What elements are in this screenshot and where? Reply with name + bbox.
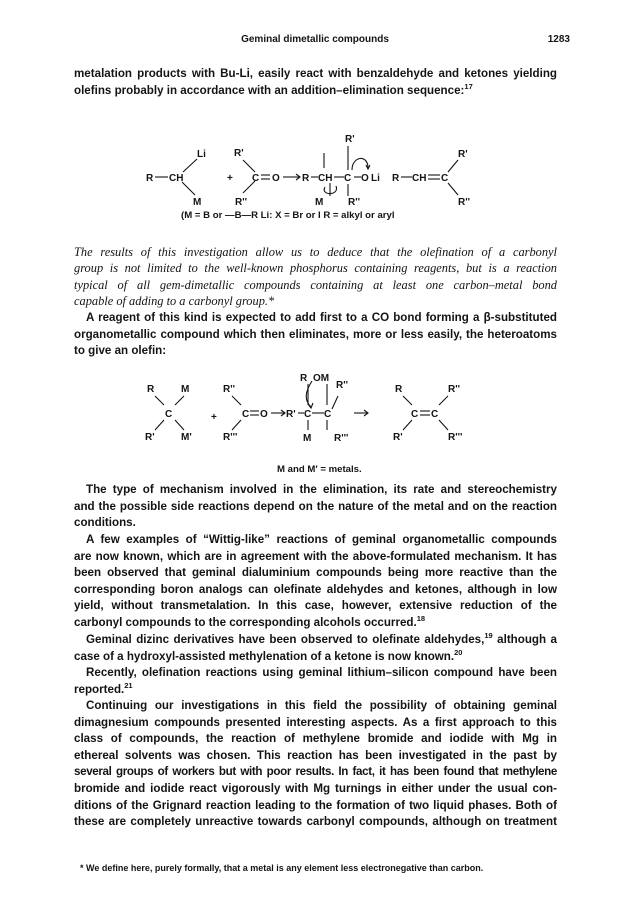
svg-text:CH: CH	[412, 173, 427, 184]
svg-text:CH: CH	[318, 173, 333, 184]
svg-text:C: C	[441, 173, 449, 184]
text-line: Recently, olefination reactions using geminal lithium–silicon compound have been	[86, 666, 557, 679]
text-line: capable of adding to a carbonyl group.*	[74, 294, 275, 309]
text-line: group is not limited to the well-known phosphorus containing reagents, but is a reaction	[74, 261, 557, 276]
svg-text:O: O	[272, 173, 280, 184]
reference-superscript: 18	[416, 614, 426, 624]
svg-text:+: +	[211, 412, 217, 423]
svg-text:R: R	[146, 173, 154, 184]
text-line: The type of mechanism involved in the elimination, its rate and stereochemistry	[86, 483, 557, 496]
svg-text:C: C	[431, 409, 439, 420]
svg-text:OM: OM	[313, 373, 330, 384]
scheme-1-caption: (M = B or —B—R Li: X = Br or I R = alkyl or aryl	[181, 210, 395, 221]
recent-paragraph	[74, 665, 557, 698]
svg-text:R': R'	[345, 134, 355, 145]
scheme-2-caption: M and M′ = metals.	[277, 464, 362, 475]
svg-text:C: C	[252, 173, 260, 184]
text-line: to give an olefin:	[74, 344, 167, 358]
svg-text:R': R'	[458, 149, 468, 160]
svg-text:C: C	[165, 409, 173, 420]
svg-text:R'': R''	[348, 197, 360, 208]
text-line: Geminal dizinc derivatives have been observed to olefinate aldehydes,$^{19}$ although a	[86, 631, 557, 646]
svg-text:M: M	[193, 197, 202, 208]
footnote: * We define here, purely formally, that a metal is any element less electronegative than carbon.	[80, 863, 484, 873]
text-line: olefins probably in accordance with an addition–elimination sequence:$^{17}$	[74, 81, 473, 97]
text-line: bromide and iodide react vigorously with Mg turnings in either under the usual con-	[74, 781, 557, 795]
reference-superscript: 20	[454, 647, 463, 657]
svg-text:+: +	[227, 173, 233, 184]
running-title: Geminal dimetallic compounds	[241, 34, 389, 45]
text-line: A few examples of “Wittig-like” reactions of geminal organometallic compounds	[86, 533, 557, 546]
svg-text:C: C	[324, 409, 332, 420]
text-line: class of compounds, the reaction of methylene bromide and iodide with Mg in	[74, 732, 557, 746]
text-line: these are completely unreactive towards carbonyl compounds, although on treatment	[74, 815, 557, 829]
svg-text:R: R	[147, 384, 155, 395]
svg-text:C: C	[304, 409, 312, 420]
svg-text:R': R'	[234, 148, 244, 159]
text-line: yield, without transmetalation. In this case, however, extensive reduction of the	[74, 599, 557, 613]
svg-text:R': R'	[286, 409, 296, 420]
examples-paragraph	[74, 532, 557, 632]
text-line: organometallic compound which then eliminates, more or less easily, the heteroatoms	[74, 327, 557, 341]
zinc-paragraph	[74, 632, 557, 665]
text-line: several groups of workers but with poor results. In fact, it has been found that methylene	[74, 765, 557, 779]
svg-text:R''': R'''	[334, 433, 349, 444]
mechanism-paragraph	[74, 482, 557, 532]
svg-text:C: C	[344, 173, 352, 184]
text-line: case of a hydroxyl-assisted methylenation of a ketone is now known.$^{20}$	[74, 647, 463, 663]
reference-superscript: 21	[124, 680, 133, 690]
svg-text:R'': R''	[223, 384, 235, 395]
svg-text:R''': R'''	[448, 432, 463, 443]
text-line: carbonyl compounds to the corresponding alcohols occurred.$^{18}$	[74, 614, 426, 629]
svg-text:M': M'	[181, 432, 192, 443]
text-line: and the possible side reactions depend on the nature of the metal and on the reaction	[74, 499, 557, 513]
text-line: Continuing our investigations in this field the possibility of obtaining geminal	[86, 699, 557, 712]
svg-text:R: R	[395, 384, 403, 395]
svg-text:Li: Li	[371, 173, 380, 184]
text-line: corresponding boron analogs can olefinate aldehydes and ketones, although in low	[74, 582, 557, 596]
text-line: A reagent of this kind is expected to add first to a CO bond forming a β-substituted	[86, 311, 557, 324]
text-line: ethereal solvents was chosen. This reaction has been investigated in the past by	[74, 748, 557, 762]
svg-text:R': R'	[393, 432, 403, 443]
reference-superscript: 19	[484, 631, 493, 641]
svg-text:R'': R''	[448, 384, 460, 395]
svg-text:C: C	[242, 409, 250, 420]
svg-text:CH: CH	[169, 173, 184, 184]
svg-text:O: O	[260, 409, 268, 420]
text-line: metalation products with Bu-Li, easily react with benzaldehyde and ketones yielding	[74, 67, 557, 80]
svg-text:R'': R''	[458, 197, 470, 208]
text-line: conditions.	[74, 516, 136, 530]
svg-text:M: M	[181, 384, 190, 395]
text-line: The results of this investigation allow us to deduce that the olefination of a carbonyl	[74, 245, 557, 259]
svg-text:M: M	[303, 433, 312, 444]
continuing-paragraph	[74, 698, 557, 831]
svg-text:R'': R''	[235, 197, 247, 208]
svg-text:R: R	[300, 373, 308, 384]
svg-text:R'': R''	[336, 380, 348, 391]
text-line: dimagnesium compounds presented interesting aspects. As a first approach to this	[74, 715, 557, 729]
text-line: been observed that geminal dialuminium compounds being more reactive than the	[74, 566, 557, 580]
svg-text:R': R'	[145, 432, 155, 443]
svg-text:C: C	[411, 409, 419, 420]
text-line: reported.$^{21}$	[74, 680, 133, 696]
svg-text:R: R	[392, 173, 400, 184]
svg-text:R''': R'''	[223, 432, 238, 443]
svg-text:Li: Li	[197, 149, 206, 160]
text-line: typical of all gem-dimetallic compounds containing at least one carbon–metal bond	[74, 277, 557, 292]
svg-text:R: R	[302, 173, 310, 184]
text-line: are now known, which are in agreement with the above-formulated mechanism. It has	[74, 549, 557, 563]
svg-text:O: O	[361, 173, 369, 184]
reference-superscript: 17	[464, 81, 473, 91]
page-number: 1283	[547, 34, 570, 45]
text-line: ditions of the Grignard reaction leading to the formation of two liquid phases. Both of	[74, 798, 557, 812]
svg-text:M: M	[315, 197, 324, 208]
